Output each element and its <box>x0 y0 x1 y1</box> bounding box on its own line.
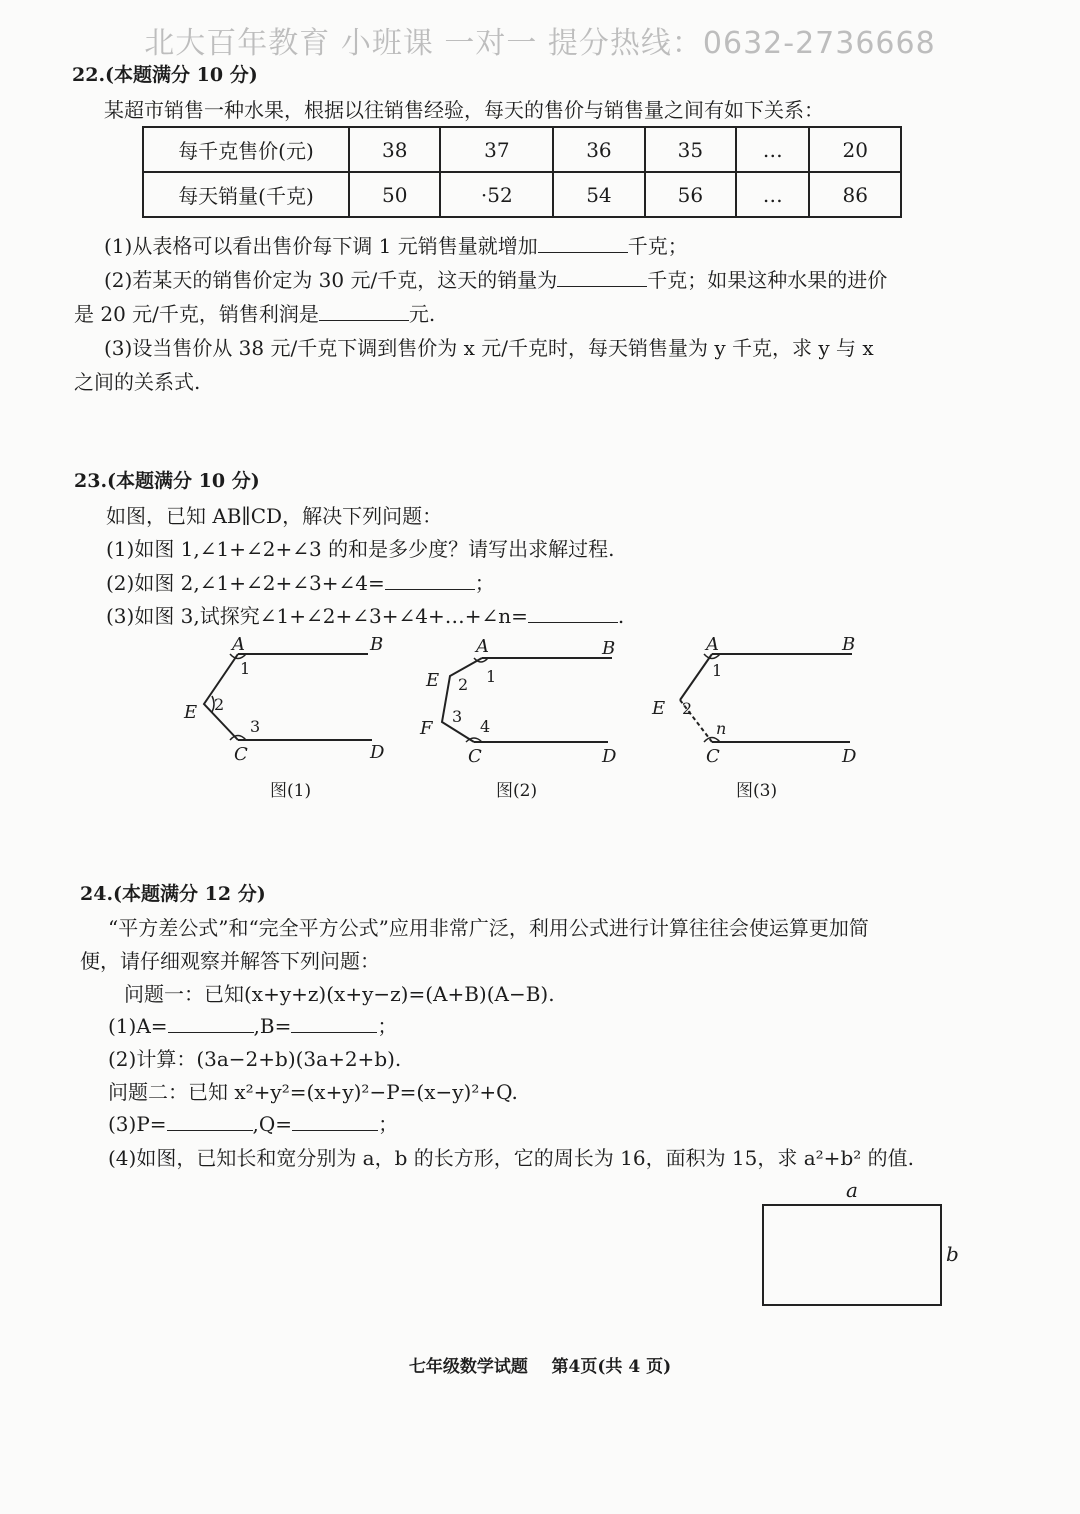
fig3-angle-n: n <box>716 719 727 738</box>
fig3-label-C: C <box>706 746 720 767</box>
answer-blank[interactable] <box>319 302 409 321</box>
q24-header: 24.(本题满分 12 分) <box>80 883 266 905</box>
table-cell: 每天销量(千克) <box>143 172 349 217</box>
q24-intro-line2: 便，请仔细观察并解答下列问题： <box>80 949 380 973</box>
rectangle-label-b: b <box>946 1242 959 1266</box>
fig3-label-A: A <box>706 634 719 655</box>
q22-part2-line2 <box>74 298 435 327</box>
q22-part3: (3)设当售价从 38 元/千克下调到售价为 x 元/千克时，每天销售量为 y 千克，求 y 与 x <box>104 336 874 360</box>
q23-part2-end: ； <box>474 571 495 595</box>
fig2-angle-2: 2 <box>458 675 469 694</box>
table-cell: 50 <box>349 172 440 217</box>
q24-part2: (2)计算：(3a−2+b)(3a+2+b). <box>108 1047 402 1071</box>
q22-part1-text: (1)从表格可以看出售价每下调 1 元销售量就增加 <box>104 234 538 258</box>
watermark: 北大百年教育 小班课 一对一 提分热线：0632-2736668 <box>144 26 936 61</box>
q24-part3 <box>108 1108 398 1137</box>
table-cell: … <box>736 127 809 172</box>
fig2-label-E: E <box>426 670 440 691</box>
rectangle-label-a: a <box>846 1178 858 1202</box>
q23-part3 <box>106 600 624 629</box>
q23-part1: (1)如图 1,∠1+∠2+∠3 的和是多少度？请写出求解过程. <box>106 537 615 561</box>
fig1-angle-1: 1 <box>240 659 251 678</box>
fig3-angle-1: 1 <box>712 661 723 680</box>
q24-part3-Q: ,Q= <box>252 1112 293 1136</box>
answer-blank[interactable] <box>167 1112 253 1131</box>
fig1-label-E: E <box>184 702 198 723</box>
fig3-label-B: B <box>842 634 856 655</box>
q24-problem1: 问题一：已知(x+y+z)(x+y−z)=(A+B)(A−B). <box>124 982 555 1006</box>
q23-part2 <box>106 567 495 596</box>
q24-part1-end: ； <box>377 1014 398 1038</box>
q24-part4: (4)如图，已知长和宽分别为 a，b 的长方形，它的周长为 16，面积为 15，求 a²+b² 的值. <box>108 1146 914 1170</box>
q23-part2-text: (2)如图 2,∠1+∠2+∠3+∠4= <box>106 571 385 595</box>
q22-part1-unit: 千克； <box>627 234 688 258</box>
fig2-caption: 图(2) <box>496 781 538 801</box>
fig2-label-F: F <box>420 718 433 739</box>
fig1-label-A: A <box>232 634 245 655</box>
table-cell: 每千克售价(元) <box>143 127 349 172</box>
fig2-label-A: A <box>476 636 489 657</box>
answer-blank[interactable] <box>291 1014 377 1033</box>
q22-part2-text: (2)若某天的销售价定为 30 元/千克，这天的销量为 <box>104 268 558 292</box>
fig3-label-E: E <box>652 698 666 719</box>
table-cell: 38 <box>349 127 440 172</box>
fig3-label-D: D <box>842 746 857 767</box>
q22-part3-line2: 之间的关系式. <box>74 370 201 394</box>
fig2-label-B: B <box>602 638 616 659</box>
q22-part1 <box>104 230 688 259</box>
answer-blank[interactable] <box>557 268 647 287</box>
fig1-label-B: B <box>370 634 384 655</box>
q23-part3-end: . <box>617 604 625 628</box>
q24-part1-A: (1)A= <box>108 1014 168 1038</box>
price-sales-table <box>142 126 902 218</box>
q22-part2-unit: 元. <box>408 302 436 326</box>
table-cell: 36 <box>553 127 644 172</box>
fig1-caption: 图(1) <box>270 781 312 801</box>
table-cell: ·52 <box>440 172 553 217</box>
table-cell: 56 <box>645 172 736 217</box>
fig2-label-D: D <box>602 746 617 767</box>
q23-intro: 如图，已知 AB∥CD，解决下列问题： <box>106 504 443 528</box>
q24-intro-line1: “平方差公式”和“完全平方公式”应用非常广泛，利用公式进行计算往往会使运算更加简 <box>108 916 869 940</box>
fig1-angle-3: 3 <box>250 717 261 736</box>
q23-part3-text: (3)如图 3,试探究∠1+∠2+∠3+∠4+…+∠n= <box>106 604 528 628</box>
table-cell: 35 <box>645 127 736 172</box>
fig2-label-C: C <box>468 746 482 767</box>
answer-blank[interactable] <box>292 1112 378 1131</box>
fig2-angle-4: 4 <box>480 717 491 736</box>
table-cell: 20 <box>809 127 901 172</box>
table-row <box>143 127 901 172</box>
q24-part1-B: ,B= <box>253 1014 292 1038</box>
table-cell: 86 <box>809 172 901 217</box>
fig3-angle-2: 2 <box>682 699 693 718</box>
q22-part2-text-cont: 千克；如果这种水果的进价 <box>647 268 888 292</box>
table-row <box>143 172 901 217</box>
q23-header: 23.(本题满分 10 分) <box>74 470 260 492</box>
parallel-lines-figures <box>0 630 1080 810</box>
fig2-angle-1: 1 <box>486 667 497 686</box>
answer-blank[interactable] <box>528 604 618 623</box>
table-cell: 37 <box>440 127 553 172</box>
q24-problem2: 问题二：已知 x²+y²=(x+y)²−P=(x−y)²+Q. <box>108 1080 518 1104</box>
answer-blank[interactable] <box>538 234 628 253</box>
q24-part1 <box>108 1010 397 1039</box>
answer-blank[interactable] <box>385 571 475 590</box>
rectangle-figure <box>762 1204 942 1306</box>
fig1-label-D: D <box>370 742 385 763</box>
q22-part2-profit-text: 是 20 元/千克，销售利润是 <box>74 302 319 326</box>
fig1-lines <box>204 654 372 740</box>
table-cell: 54 <box>553 172 644 217</box>
q22-header: 22.(本题满分 10 分) <box>72 64 258 86</box>
q24-part3-end: ； <box>378 1112 399 1136</box>
page-footer: 七年级数学试题 第4页(共 4 页) <box>408 1357 672 1377</box>
q22-intro: 某超市销售一种水果，根据以往销售经验，每天的售价与销售量之间有如下关系： <box>104 98 824 122</box>
fig3-lines <box>680 654 852 742</box>
fig1-label-C: C <box>234 744 248 765</box>
fig3-caption: 图(3) <box>736 781 778 801</box>
table-cell: … <box>736 172 809 217</box>
q24-part3-P: (3)P= <box>108 1112 167 1136</box>
answer-blank[interactable] <box>168 1014 254 1033</box>
fig2-lines <box>442 658 612 742</box>
q22-part2 <box>104 264 887 293</box>
fig1-angle-2: 2 <box>214 695 225 714</box>
fig2-angle-3: 3 <box>452 707 463 726</box>
